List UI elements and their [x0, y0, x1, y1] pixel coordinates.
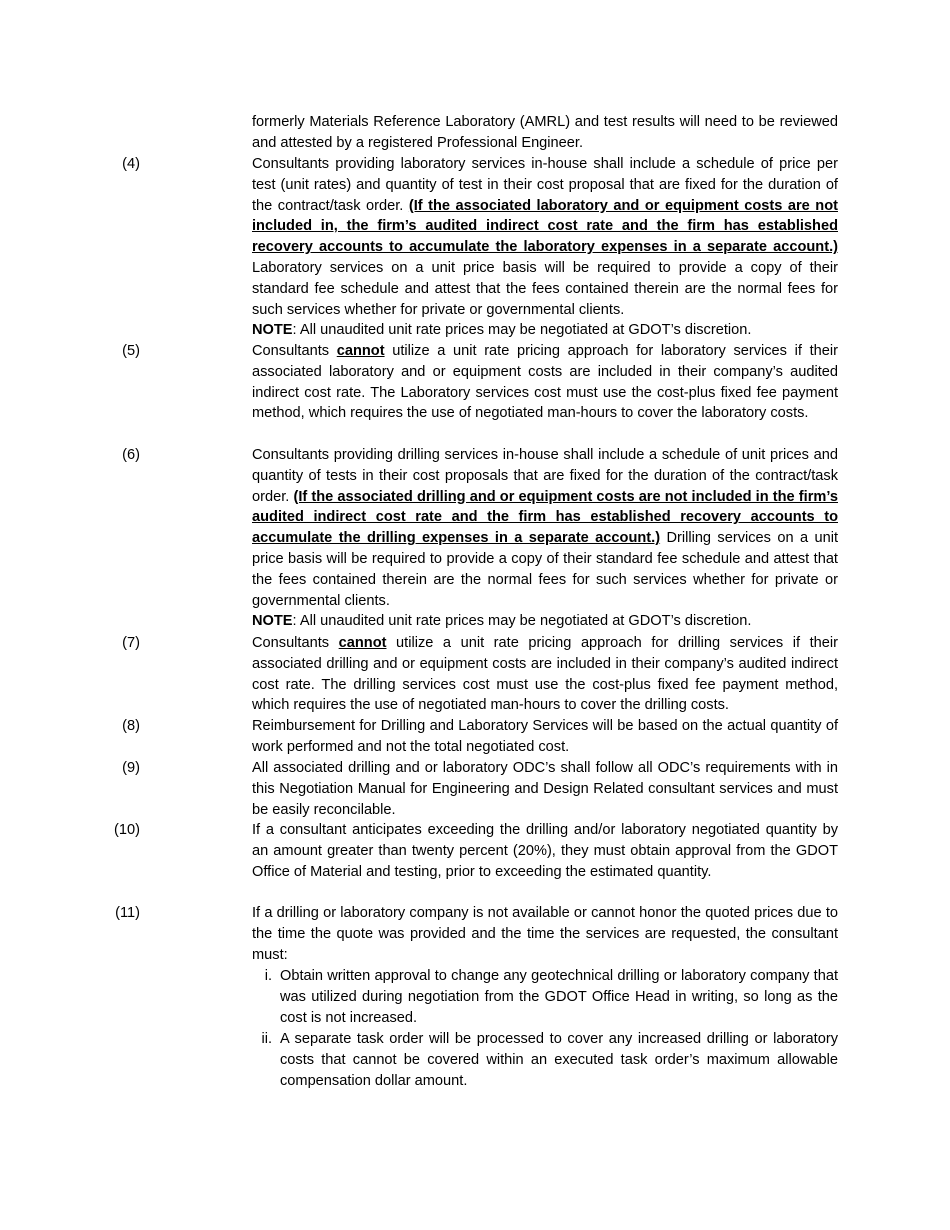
sub-item-number: ii. [261, 1031, 272, 1047]
item-bold-clause: (If the associated drilling and or equipment costs are not included in the firm’s audited indirect cost rate and the firm has established recovery accounts to accumulate the drilling expenses in a separate account.) [252, 488, 838, 547]
item-text-cont: Laboratory services on a unit price basis will be required to provide a copy of their standard fee schedule and attest that the fees contained therein are the normal fees for such services whether for private or governmental clients. [252, 259, 838, 318]
item-body [252, 341, 838, 424]
note-line [252, 611, 838, 632]
item-number: (5) [122, 343, 140, 359]
item-text: Consultants [252, 343, 337, 359]
item-number: (7) [122, 635, 140, 651]
item-text-cont: utilize a unit rate pricing approach for laboratory services if their associated laboratory and or equipment costs are included in their company’s audited indirect cost rate. The Laboratory services cost must use the cost-plus fixed fee payment method, which requires the use of negotiated man-hours to cover the laboratory costs. [252, 343, 838, 422]
item-body [252, 154, 838, 341]
item-text: Consultants providing drilling services in-house shall include a schedule of unit prices and quantity of tests in their cost proposals that are fixed for the duration of the contract/task order. [252, 447, 838, 505]
sub-item-body: Obtain written approval to change any geotechnical drilling or laboratory company that was utilized during negotiation from the GDOT Office Head in writing, so long as the cost is not increased. [280, 968, 838, 1026]
item-number: (9) [122, 760, 140, 776]
note-text: : All unaudited unit rate prices may be negotiated at GDOT’s discretion. [292, 322, 752, 339]
continuation-paragraph: formerly Materials Reference Laboratory (AMRL) and test results will need to be reviewed and attested by a registered Professional Engineer. [252, 114, 838, 151]
item-number: (6) [122, 447, 140, 463]
item-body [252, 633, 838, 716]
item-emphasis: cannot [338, 635, 387, 651]
item-number: (4) [122, 156, 140, 172]
item-text-cont: utilize a unit rate pricing approach for drilling services if their associated drilling and or equipment costs are included in their company’s audited indirect cost rate. The drilling services cost must use the cost-plus fixed fee payment method, which requires the use of negotiated man-hours to cover the drilling costs. [252, 635, 839, 714]
item-number: (11) [115, 905, 140, 921]
item-body: If a drilling or laboratory company is not available or cannot honor the quoted prices due to the time the quote was provided and the time the services are requested, the consultant must: [252, 905, 838, 963]
sub-item-number: i. [264, 968, 272, 984]
sub-item-body: A separate task order will be processed to cover any increased drilling or laboratory costs that cannot be covered within an executed task order’s maximum allowable compensation dollar amount. [280, 1031, 838, 1089]
note-label: NOTE [252, 613, 293, 630]
note-label: NOTE [252, 322, 293, 339]
note-text: : All unaudited unit rate prices may be negotiated at GDOT’s discretion. [292, 613, 752, 630]
item-body: All associated drilling and or laboratory ODC’s shall follow all ODC’s requirements with in this Negotiation Manual for Engineering and Design Related consultant services and must be easily reconcilable. [252, 760, 838, 818]
item-body: If a consultant anticipates exceeding the drilling and/or laboratory negotiated quantity by an amount greater than twenty percent (20%), they must obtain approval from the GDOT Office of Material and testing, prior to exceeding the estimated quantity. [252, 822, 838, 880]
item-number: (10) [114, 822, 140, 838]
item-body: Reimbursement for Drilling and Laboratory Services will be based on the actual quantity of work performed and not the total negotiated cost. [252, 718, 838, 755]
item-number: (8) [122, 718, 140, 734]
item-text-cont: Drilling services on a unit price basis will be required to provide a copy of their standard fee schedule and attest that the fees contained therein are the normal fees for such services whether for private or governmental clients. [252, 530, 838, 609]
item-bold-clause: (If the associated laboratory and or equipment costs are not included in, the firm’s audited indirect cost rate and the firm has established recovery accounts to accumulate the laboratory expenses in a separate account.) [252, 197, 838, 256]
item-text: Consultants [252, 635, 339, 651]
item-text: Consultants providing laboratory services in-house shall include a schedule of price per test (unit rates) and quantity of test in their cost proposal that are fixed for the duration of the contract/task order. [252, 156, 838, 214]
note-line [252, 320, 838, 341]
item-body [252, 445, 838, 632]
item-emphasis: cannot [336, 343, 385, 359]
